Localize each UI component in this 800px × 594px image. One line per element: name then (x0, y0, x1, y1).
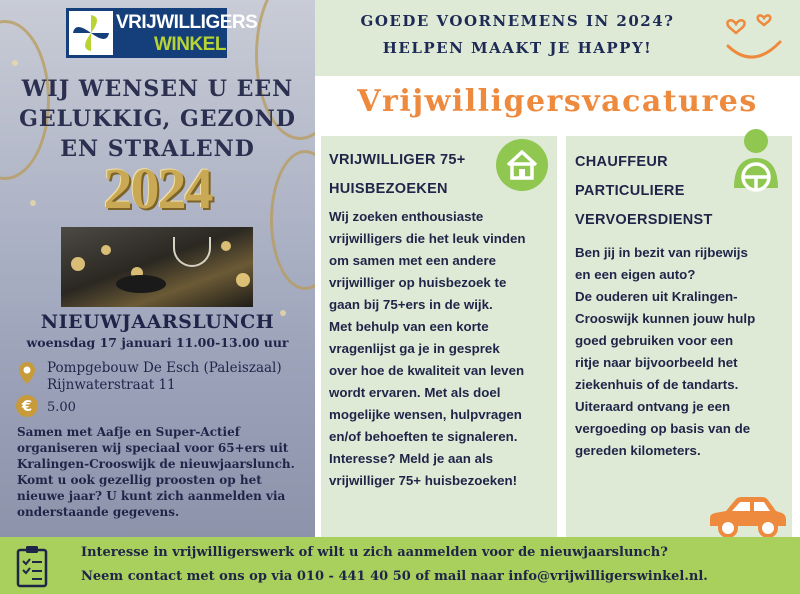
logo-text-bottom: WINKEL (154, 34, 226, 55)
text-line: nieuwe jaar? U kunt zich aanmelden via (17, 489, 286, 503)
car-icon (706, 492, 788, 540)
text-line: Wij zoeken enthousiaste (329, 209, 484, 224)
text-line: organiseren wij speciaal voor 65+ers uit (17, 441, 289, 455)
text-line: Uiteraard ontvang je een (575, 399, 731, 414)
dinner-table-photo (61, 227, 253, 307)
text-line: vrijwilliger 75+ huisbezoeken! (329, 473, 518, 488)
newyear-panel (0, 0, 315, 537)
vacancy-description (329, 206, 526, 492)
text-line: Komt u ook gezellig proosten op het (17, 473, 262, 487)
lunch-date: woensdag 17 januari 11.00-13.00 uur (26, 335, 289, 350)
wish-line: EN STRALEND (60, 136, 255, 162)
vacancies-title: Vrijwilligersvacatures (357, 84, 758, 119)
title-line: PARTICULIERE (575, 183, 685, 199)
text-line: ziekenhuis of de tandarts. (575, 377, 739, 392)
venue-name: Pompgebouw De Esch (Paleiszaal) (47, 360, 282, 376)
text-line: goed gebruiken voor een (575, 333, 734, 348)
title-line: HUISBEZOEKEN (329, 181, 448, 197)
footer-line: Interesse in vrijwilligerswerk of wilt u zich aanmelden voor de nieuwjaarslunch? (81, 545, 668, 560)
pinwheel-icon (69, 11, 113, 55)
text-line: vragenlijst ga je in gesprek (329, 341, 500, 356)
home-icon (496, 139, 548, 191)
contact-footer (0, 537, 800, 594)
text-line: Met behulp van een korte (329, 319, 489, 334)
euro-icon: € (16, 395, 38, 417)
banner-line: HELPEN MAAKT JE HAPPY! (382, 39, 653, 57)
vacancy-title (575, 148, 713, 235)
text-line: Interesse? Meld je aan als (329, 451, 494, 466)
text-line: vergoeding op basis van de (575, 421, 751, 436)
title-line: CHAUFFEUR (575, 154, 668, 170)
text-line: over hoe de kwaliteit van leven (329, 363, 525, 378)
text-line: onderstaande gegevens. (17, 505, 180, 519)
vrijwilligerswinkel-logo[interactable] (66, 8, 258, 58)
lunch-description (17, 424, 309, 520)
title-line: VRIJWILLIGER 75+ (329, 152, 466, 168)
vacancy-card-chauffeur (566, 136, 792, 537)
wish-line: WIJ WENSEN U EEN (21, 76, 294, 102)
text-line: ritje naar bijvoorbeeld het (575, 355, 738, 370)
sparkle (12, 60, 18, 66)
vacancy-card-huisbezoeken (321, 136, 557, 537)
banner-line: GOEDE VOORNEMENS IN 2024? (360, 12, 675, 30)
logo-text-top: VRIJWILLIGERS (116, 12, 258, 33)
text-line: om samen met een andere (329, 253, 497, 268)
new-year-wish (0, 74, 315, 164)
text-line: gereden kilometers. (575, 443, 701, 458)
text-line: wordt ervaren. Met als doel (329, 385, 501, 400)
text-line: vrijwilliger op huisbezoek te (329, 275, 507, 290)
clipboard-icon (14, 544, 50, 588)
text-line: mogelijke wensen, hulpvragen (329, 407, 522, 422)
text-line: en/of behoeften te signaleren. (329, 429, 518, 444)
text-line: De ouderen uit Kralingen- (575, 289, 738, 304)
text-line: Crooswijk kunnen jouw hulp (575, 311, 756, 326)
text-line: en een eigen auto? (575, 267, 696, 282)
text-line: Ben jij in bezit van rijbewijs (575, 245, 748, 260)
vacancy-title (329, 146, 466, 204)
smile-hearts-icon (720, 8, 786, 68)
text-line: Samen met Aafje en Super-Actief (17, 425, 240, 439)
wish-line: GELUKKIG, GEZOND (19, 106, 296, 132)
lunch-title: NIEUWJAARSLUNCH (40, 311, 275, 333)
text-line: vrijwilligers die het leuk vinden (329, 231, 526, 246)
text-line: gaan bij 75+ers in de wijk. (329, 297, 493, 312)
resolutions-banner (315, 0, 800, 76)
lunch-price: 5.00 (47, 400, 76, 415)
driver-icon (728, 126, 784, 198)
venue-address: Rijnwaterstraat 11 (47, 377, 176, 393)
location-pin-icon (18, 361, 36, 385)
vacancy-description (575, 242, 755, 462)
year-2024: 2024 (103, 156, 212, 221)
text-line: Kralingen-Crooswijk de nieuwjaarslunch. (17, 457, 295, 471)
title-line: VERVOERSDIENST (575, 212, 713, 228)
contact-info[interactable]: Neem contact met ons op via 010 - 441 40 50 of mail naar info@vrijwilligerswinkel.nl. (81, 569, 708, 584)
